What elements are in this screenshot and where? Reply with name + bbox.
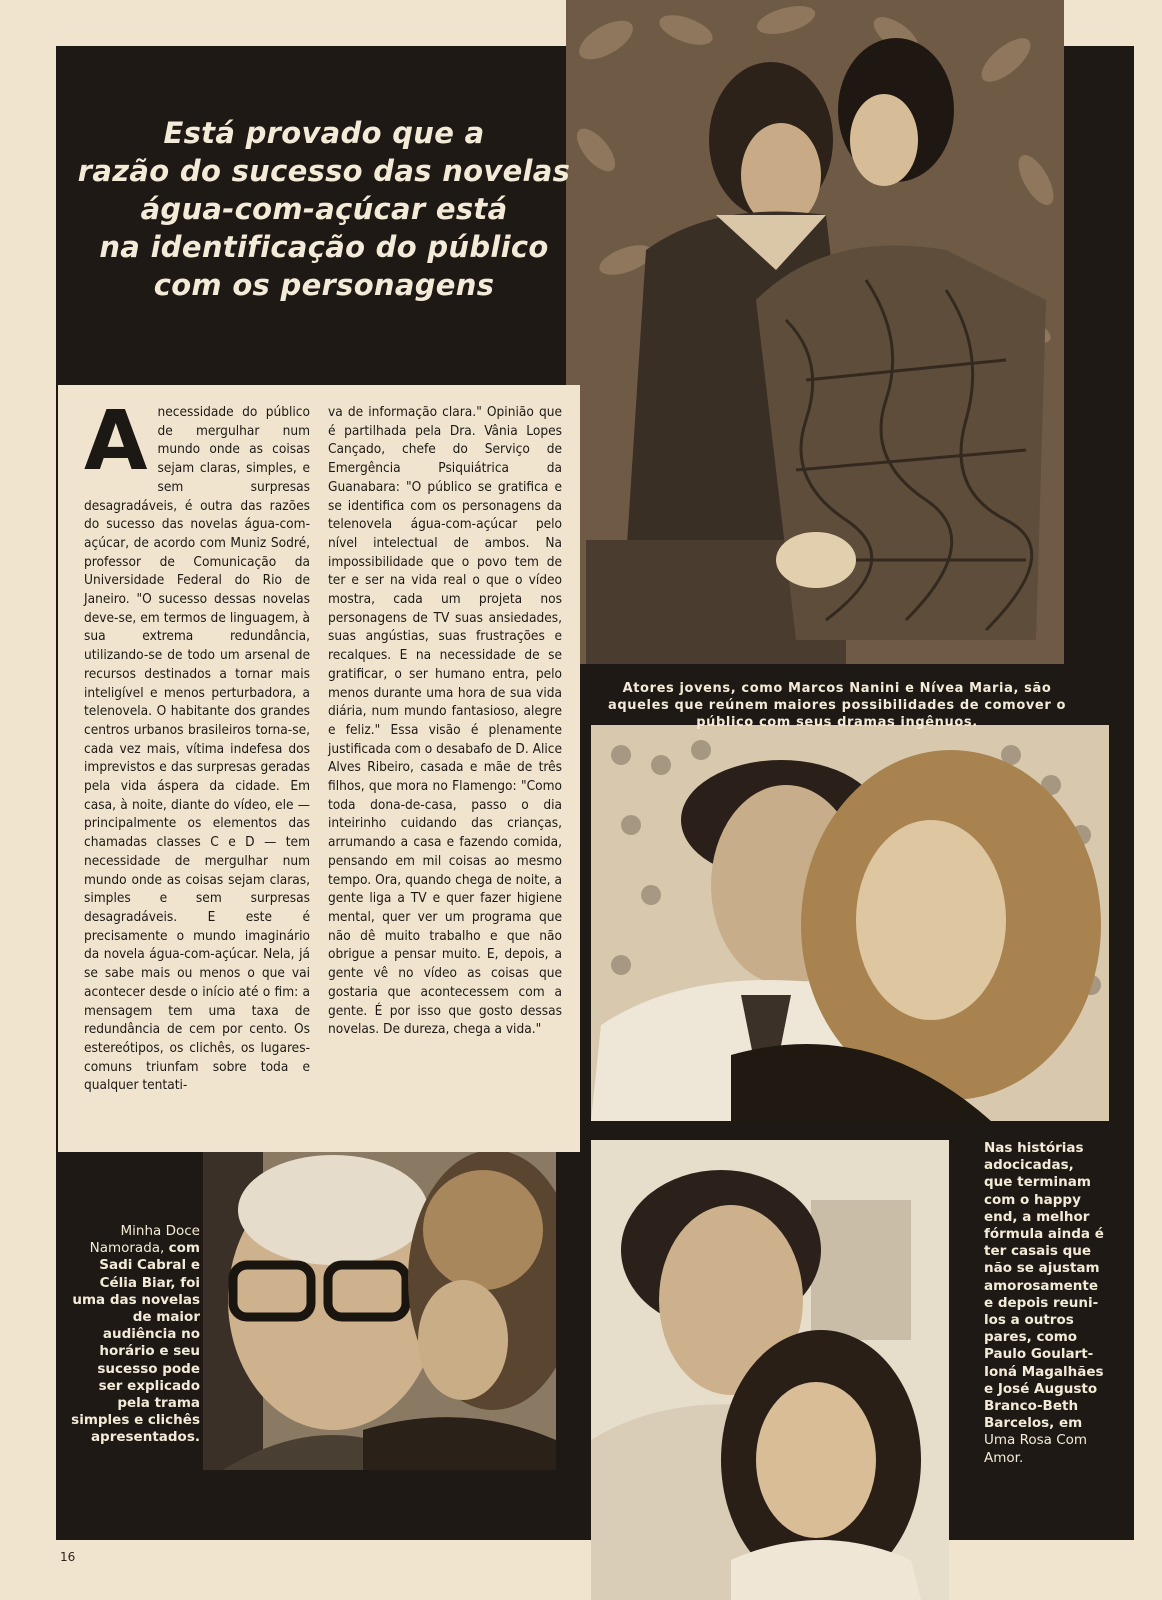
caption-bottom-right-body: Nas histórias adocicadas, que terminam com o happy end, a melhor fórmula ainda é ter casais que não se ajustam amorosamente e depois reuni-los a outros pares, como Paulo Goulart-Ioná Magalhães e José Augusto Branco-Beth Barcelos, em [984, 1140, 1104, 1432]
caption-top-photo: Atores jovens, como Marcos Nanini e Nívea Maria, são aqueles que reúnem maiores possibilidades de comover o público com seus dramas ingênuos. [607, 681, 1067, 730]
photo-smiling-couple [591, 1140, 949, 1600]
caption-bottom-right [984, 1140, 1104, 1467]
article-column-1 [58, 385, 318, 1152]
headline-line-2: razão do sucesso das novelas [77, 154, 571, 188]
caption-bottom-left [70, 1223, 200, 1447]
page-number: 16 [60, 1550, 76, 1564]
headline-line-5: com os personagens [153, 268, 495, 302]
caption-bottom-left-title: Minha Doce Namorada, [89, 1223, 200, 1257]
headline-line-3: água-com-açúcar está [140, 192, 508, 226]
drop-cap: A [84, 394, 148, 489]
headline-line-1: Está provado que a [163, 116, 485, 150]
headline [74, 114, 574, 304]
photo-older-man-glasses [203, 1140, 556, 1470]
photo-young-couple [566, 0, 1064, 664]
photo-couple-lace-background [591, 725, 1109, 1121]
article-column-2-text: va de informação clara." Opinião que é partilhada pela Dra. Vânia Lopes Cançado, chefe do Serviço de Emergência Psiquiátrica da Guanabara: "O público se gratifica e se identifica com os personagens da telenovela água-com-açúcar pelo nível intelectual de ambos. Na impossibilidade que o povo tem de ter e ser na vida real o que o vídeo mostra, cada um projeta nos personagens de TV suas ansiedades, suas angústias, suas frustrações e recalques. E na necessidade de se gratificar, o ser humano entra, pelo menos durante uma hora de sua vida diária, num mundo fantasioso, alegre e feliz." Essa visão é plenamente justificada com o desabafo de D. Alice Alves Ribeiro, casada e mãe de três filhos, que mora no Flamengo: "Como toda dona-de-casa, passo o dia inteirinho cuidando das crianças, arrumando a casa e fazendo comida, pensando em mil coisas ao mesmo tempo. Ora, quando chega de noite, a gente liga a TV e quer fazer higiene mental, quer ver um programa que não dê muito trabalho e que não obrigue a pensar muito. E, depois, a gente vê no vídeo as coisas que gostaria que acontecessem com a gente. É por isso que gosto dessas novelas. De dureza, chega a vida." [328, 404, 563, 1038]
article-column-2 [318, 385, 580, 1152]
article-column-1-text: necessidade do público de mergulhar num mundo onde as coisas sejam claras, simples, e sem surpresas desagradáveis, é outra das razões do sucesso das novelas água-com-açúcar, de acordo com Muniz Sodré, professor de Comunicação da Universidade Federal do Rio de Janeiro. "O sucesso dessas novelas deve-se, em termos de linguagem, à sua extrema redundância, utilizando-se de todo um arsenal de recursos destinados a tornar mais inteligível e menos perturbadora, a telenovela. O habitante dos grandes centros urbanos brasileiros torna-se, cada vez mais, vítima indefesa dos imprevistos e das surpresas geradas pela vida áspera da cidade. Em casa, à noite, diante do vídeo, ele — principalmente os elementos das chamadas classes C e D — tem necessidade de mergulhar num mundo onde as coisas sejam claras, simples e sem surpresas desagradáveis. E este é precisamente o mundo imaginário da novela água-com-açúcar. Nela, já se sabe mais ou menos o que vai acontecer desde o início até o fim: a mensagem tem uma taxa de redundância de cem por cento. Os estereótipos, os clichês, os lugares-comuns triunfam sobre toda e qualquer tentati- [84, 404, 310, 1094]
caption-bottom-right-title: Uma Rosa Com Amor. [984, 1432, 1088, 1466]
caption-bottom-left-body: com Sadi Cabral e Célia Biar, foi uma das novelas de maior audiência no horário e seu sucesso pode ser explicado pela trama simples e clichês apresentados. [71, 1240, 200, 1446]
headline-line-4: na identificação do público [99, 230, 549, 264]
